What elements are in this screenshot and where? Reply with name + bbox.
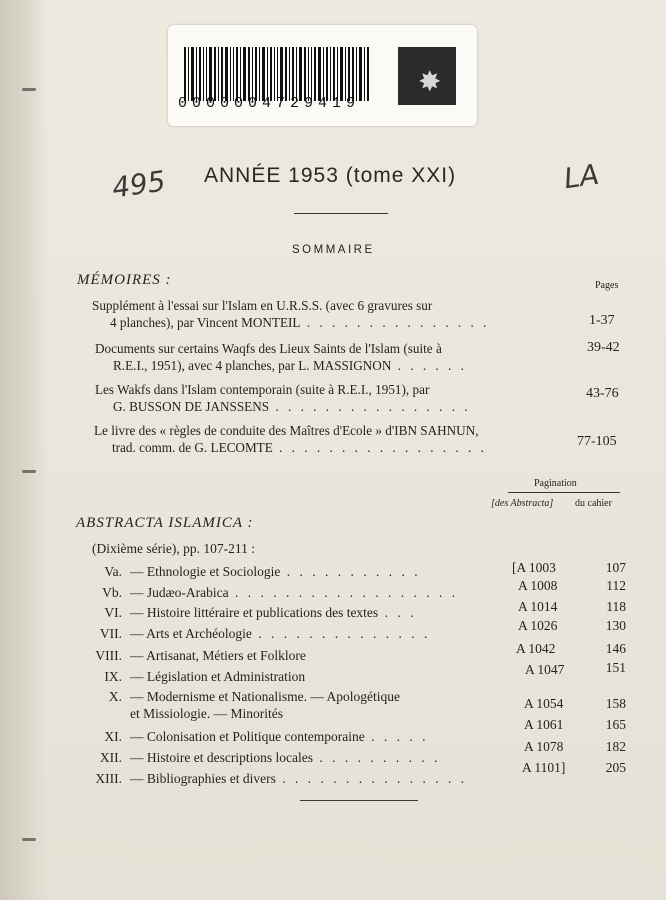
entry-line: Documents sur certains Waqfs des Lieux Saints de l'Islam (suite à <box>95 341 442 356</box>
abstracta-subheading: (Dixième série), pp. 107-211 : <box>92 541 255 556</box>
leader-dots: . . . . . . . . . . <box>312 750 441 765</box>
memoires-heading: MÉMOIRES : <box>77 272 172 288</box>
memoire-entry <box>95 340 467 374</box>
entry-line: Les Wakfs dans l'Islam contemporain (suite à R.E.I., 1951), par <box>95 382 430 397</box>
entry-line: G. BUSSON DE JANSSENS <box>113 399 270 414</box>
entry-pages: 77-105 <box>577 434 617 449</box>
col-cahier-label: du cahier <box>575 498 612 509</box>
abstracta-row: VII. — Arts et Archéologie . . . . . . . . . . . . . . <box>99 626 431 641</box>
abstracta-row: X. — Modernisme et Nationalisme. — Apologétique <box>108 689 400 704</box>
abstracta-ref: A 1014 <box>518 599 558 614</box>
entry-line: R.E.I., 1951), avec 4 planches, par L. MASSIGNON <box>113 358 392 373</box>
title-divider <box>294 213 388 214</box>
cahier-page: 182 <box>605 739 626 754</box>
entry-pages: 39-42 <box>587 340 620 355</box>
abstracta-ref: A 1026 <box>518 618 558 633</box>
cahier-page: 130 <box>605 618 626 633</box>
abstracta-row: VI. — Histoire littéraire et publications des textes . . . <box>104 605 417 620</box>
pages-label: Pages <box>595 280 619 291</box>
leader-dots: . . . <box>378 605 417 620</box>
abstracta-row: Va. — Ethnologie et Sociologie . . . . . . . . . . . <box>104 564 421 579</box>
abstracta-ref: A 1101] <box>522 760 566 775</box>
entry-line: 4 planches), par Vincent MONTEIL <box>110 315 301 330</box>
binding-hole <box>22 838 36 841</box>
entry-line: Supplément à l'essai sur l'Islam en U.R.S.S. (avec 6 gravures sur <box>92 298 433 313</box>
memoire-entry <box>95 381 471 415</box>
abstracta-row: IX. — Législation et Administration <box>104 669 306 684</box>
memoire-entry <box>92 297 489 331</box>
leader-dots: . . . . . . <box>391 358 467 373</box>
entry-line: Le livre des « règles de conduite des Maîtres d'Ecole » d'IBN SAHNUN, <box>94 423 479 438</box>
abstracta-ref: A 1054 <box>524 696 564 711</box>
abstracta-ref: A 1078 <box>524 739 564 754</box>
cahier-page: 107 <box>605 560 626 575</box>
abstracta-row: XI. — Colonisation et Politique contemporaine . . . . . <box>104 729 429 744</box>
abstracta-ref: A 1008 <box>518 578 558 593</box>
cahier-page: 165 <box>605 717 626 732</box>
abstracta-ref: A 1061 <box>524 717 564 732</box>
leader-dots: . . . . . . . . . . . . . . . . <box>269 399 471 414</box>
leader-dots: . . . . . . . . . . . . . . <box>251 626 431 641</box>
leader-dots: . . . . . . . . . . . . . . . <box>300 315 490 330</box>
barcode-number: 0000004729419 <box>178 95 361 112</box>
abstracta-row: Vb. — Judæo-Arabica . . . . . . . . . . . . . . . . . . <box>102 585 459 600</box>
barcode-label <box>168 25 477 126</box>
handwritten-note-right: LA <box>561 157 601 196</box>
binding-hole <box>22 88 36 91</box>
abstracta-row: XIII. — Bibliographies et divers . . . . . . . . . . . . . . . <box>95 771 468 786</box>
binding-edge <box>0 0 48 900</box>
cahier-page: 118 <box>606 599 626 614</box>
entry-pages: 1-37 <box>589 313 615 328</box>
pagination-label: Pagination <box>534 478 577 489</box>
pagination-rule <box>508 492 620 493</box>
bottom-divider <box>300 800 418 801</box>
barcode-bars <box>184 47 394 101</box>
abstracta-row-continuation: et Missiologie. — Minorités <box>130 706 283 721</box>
binding-hole <box>22 470 36 473</box>
memoire-entry <box>94 422 487 456</box>
abstracta-ref: A 1042 <box>516 641 556 656</box>
abstracta-row: VIII. — Artisanat, Métiers et Folklore <box>95 648 306 663</box>
cahier-page: 205 <box>605 760 626 775</box>
leader-dots: . . . . . . . . . . . <box>280 564 421 579</box>
abstracta-heading: ABSTRACTA ISLAMICA : <box>76 515 254 531</box>
cahier-page: 146 <box>605 641 626 656</box>
star-icon: ✸ <box>418 67 442 98</box>
cahier-page: 158 <box>605 696 626 711</box>
page-title: ANNÉE 1953 (tome XXI) <box>204 164 457 187</box>
handwritten-note-left: 495 <box>109 164 168 205</box>
leader-dots: . . . . . . . . . . . . . . . . . <box>272 440 487 455</box>
leader-dots: . . . . . . . . . . . . . . . <box>275 771 468 786</box>
abstracta-ref: A 1047 <box>525 662 565 677</box>
cahier-page: 112 <box>606 578 626 593</box>
col-abstracta-label: [des Abstracta] <box>491 498 554 509</box>
leader-dots: . . . . . <box>364 729 429 744</box>
abstracta-row: XII. — Histoire et descriptions locales . . . . . . . . . . <box>99 750 441 765</box>
library-logo <box>398 47 456 105</box>
abstracta-ref: [A 1003 <box>512 560 556 575</box>
sommaire-heading: SOMMAIRE <box>292 244 375 256</box>
leader-dots: . . . . . . . . . . . . . . . . . . <box>228 585 459 600</box>
entry-line: trad. comm. de G. LECOMTE <box>112 440 273 455</box>
entry-pages: 43-76 <box>586 386 619 401</box>
cahier-page: 151 <box>605 660 626 675</box>
